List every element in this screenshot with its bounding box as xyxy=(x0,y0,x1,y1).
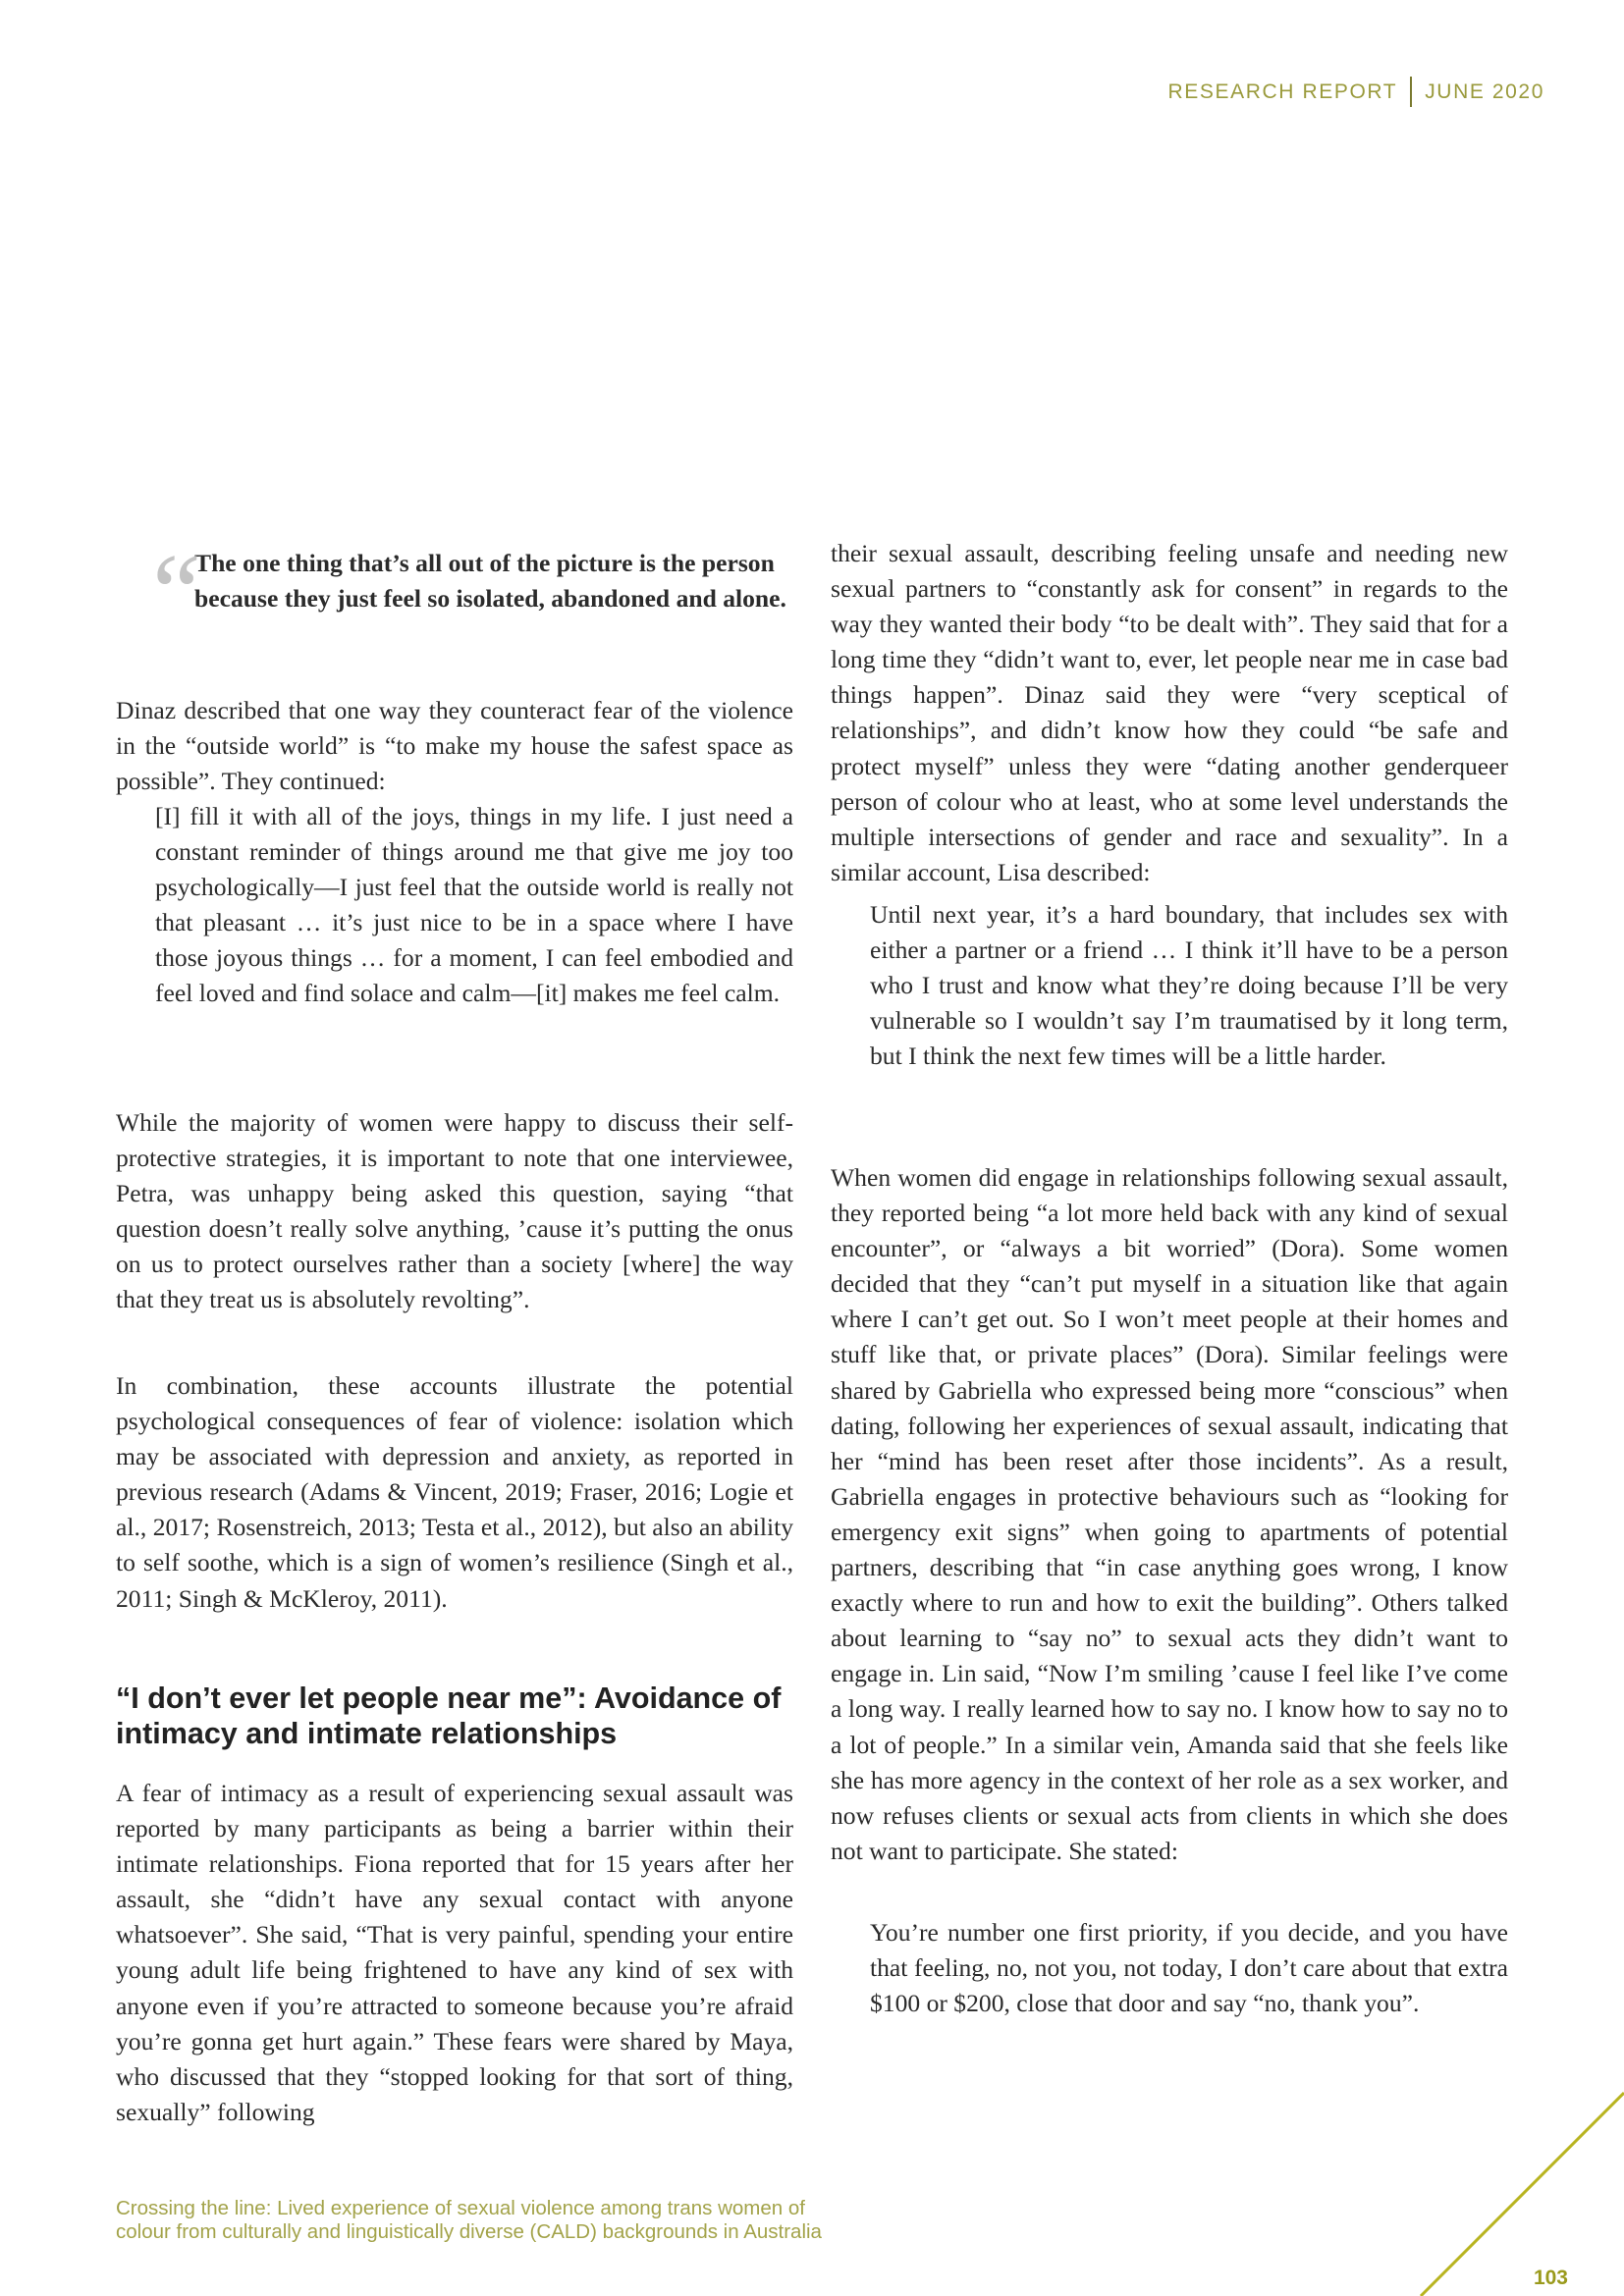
paragraph: When women did engage in relationships following sexual assault, they reported being “a lot more held back with any kind of sexual encounter”, or “always a bit worried” (Dora). Some women decided that they “can’t put myself in a situation like that again where I can’t get out. So I won’t meet people at their homes and stuff like that, or private places” (Dora). Similar feelings were shared by Gabriella who expressed being more “conscious” when dating, following her experiences of sexual assault, indicating that her “mind has been reset after those incidents”. As a result, Gabriella engages in protective behaviours such as “looking for emergency exit signs” when going to apartments of potential partners, describing that “in case anything goes wrong, I know exactly where to run and how to exit the building”. Others talked about learning to “say no” to sexual acts they didn’t want to engage in. Lin said, “Now I’m smiling ’cause I feel like I’ve come a long way. I really learned how to say no. I know how to say no to a lot of people.” In a similar vein, Amanda said that she feels like she has more agency in the context of her role as a sex worker, and now refuses clients or sexual acts from clients in which she does not want to participate. She stated: xyxy=(831,1163,1508,1865)
pull-quote-text: The one thing that’s all out of the picture is the person because they just feel so isolated, abandoned and alone. xyxy=(194,549,786,614)
block-quote: [I] fill it with all of the joys, things in my life. I just need a constant reminder of things around me that give me joy too psychologically—I just feel that the outside world is really not that pleasant … it’s just nice to be in a space where I have those joyous things … for a moment, I can feel embodied and feel loved and find solace and calm—[it] makes me feel calm. xyxy=(155,802,793,1008)
page-number: 103 xyxy=(1533,2267,1568,2289)
report-label: RESEARCH REPORT xyxy=(1167,80,1398,103)
block-quote: Until next year, it’s a hard boundary, that includes sex with either a partner or a friend … I think it’ll have to be a person who I trust and know what they’re doing because I’ll be very vulnerable so I wouldn’t say I’m traumatised by it long term, but I think the next few times will be a little harder. xyxy=(870,900,1508,1071)
paragraph: their sexual assault, describing feeling unsafe and needing new sexual partners to “constantly ask for consent” in regards to the way they wanted their body “to be dealt with”. They said that for a long time they “didn’t want to, ever, let people near me in case bad things happen”. Dinaz said they were “very sceptical of relationships”, and didn’t know how they could “be safe and protect myself” unless they were “dating another genderqueer person of colour who at least, who at some level understands the multiple intersections of gender and race and sexuality”. In a similar account, Lisa described: xyxy=(831,539,1508,886)
quote-mark-icon: “ xyxy=(141,532,203,654)
footer-line: colour from culturally and linguistically diverse (CALD) backgrounds in Australia xyxy=(116,2220,822,2243)
footer-line: Crossing the line: Lived experience of sexual violence among trans women of xyxy=(116,2197,805,2219)
paragraph: A fear of intimacy as a result of experiencing sexual assault was reported by many participants as being a barrier within their intimate relationships. Fiona reported that for 15 years after her assault, she “didn’t have any sexual contact with anyone whatsoever”. She said, “That is very painful, spending your entire young adult life being frightened to have any kind of sex with anyone even if you’re attracted to someone because you’re afraid you’re gonna get hurt again.” These fears were shared by Maya, who discussed that they “stopped looking for that sort of thing, sexually” following xyxy=(116,1779,793,2126)
block-quote: You’re number one first priority, if you decide, and you have that feeling, no, not you, not today, I don’t care about that extra $100 or $200, close that door and say “no, thank you”. xyxy=(870,1918,1508,2018)
paragraph: In combination, these accounts illustrate the potential psychological consequences of fear of violence: isolation which may be associated with depression and anxiety, as reported in previous research (Adams & Vincent, 2019; Fraser, 2016; Logie et al., 2017; Rosenstreich, 2013; Testa et al., 2012), but also an ability to self soothe, which is a sign of women’s resilience (Singh et al., 2011; Singh & McKleroy, 2011). xyxy=(116,1371,793,1613)
paragraph: While the majority of women were happy to discuss their self-protective strategies, it is important to note that one interviewee, Petra, was unhappy being asked this question, saying “that question doesn’t really solve anything, ’cause it’s putting the onus on us to protect ourselves rather than a society [where] the way that they treat us is absolutely revolting”. xyxy=(116,1108,793,1314)
report-date: JUNE 2020 xyxy=(1425,80,1544,103)
section-heading: “I don’t ever let people near me”: Avoidance of intimacy and intimate relationships xyxy=(116,1682,782,1750)
paragraph: Dinaz described that one way they counteract fear of the violence in the “outside world” is “to make my house the safest space as possible”. They continued: xyxy=(116,696,793,796)
